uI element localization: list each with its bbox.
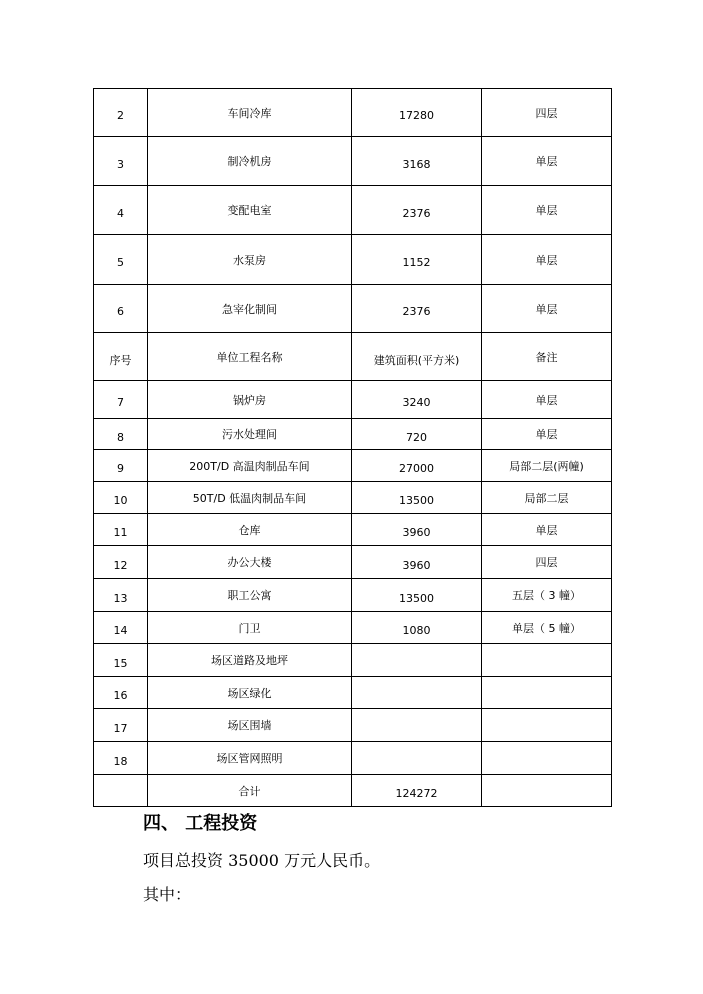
cell-name: 制冷机房 xyxy=(148,137,352,186)
cell-name: 200T/D 高温肉制品车间 xyxy=(148,450,352,482)
cell-name: 场区管网照明 xyxy=(148,742,352,775)
table-row xyxy=(94,235,612,285)
cell-note: 局部二层 xyxy=(482,482,612,514)
table-row xyxy=(94,419,612,450)
cell-name: 变配电室 xyxy=(148,186,352,235)
table-row xyxy=(94,285,612,333)
table-row xyxy=(94,612,612,644)
table-row xyxy=(94,333,612,381)
cell-name: 办公大楼 xyxy=(148,546,352,579)
cell-area: 3240 xyxy=(352,381,482,419)
cell-no: 15 xyxy=(94,644,148,677)
cell-note: 单层 xyxy=(482,137,612,186)
table-body xyxy=(94,89,612,807)
cell-note xyxy=(482,677,612,709)
among-text: 其中： xyxy=(143,885,192,904)
cell-note: 局部二层(两幢) xyxy=(482,450,612,482)
cell-no: 18 xyxy=(94,742,148,775)
cell-name: 场区绿化 xyxy=(148,677,352,709)
cell-area xyxy=(352,709,482,742)
cell-no: 14 xyxy=(94,612,148,644)
cell-no: 17 xyxy=(94,709,148,742)
section-heading: 四、 工程投资 xyxy=(143,813,258,834)
cell-no xyxy=(94,775,148,807)
cell-name: 单位工程名称 xyxy=(148,333,352,381)
cell-area: 建筑面积(平方米) xyxy=(352,333,482,381)
table-row xyxy=(94,450,612,482)
cell-no: 序号 xyxy=(94,333,148,381)
cell-name: 门卫 xyxy=(148,612,352,644)
cell-area: 124272 xyxy=(352,775,482,807)
cell-name: 急宰化制间 xyxy=(148,285,352,333)
cell-name: 车间冷库 xyxy=(148,89,352,137)
cell-name: 仓库 xyxy=(148,514,352,546)
cell-no: 7 xyxy=(94,381,148,419)
cell-note: 单层 xyxy=(482,235,612,285)
table-row xyxy=(94,186,612,235)
cell-no: 10 xyxy=(94,482,148,514)
cell-area: 13500 xyxy=(352,579,482,612)
cell-note: 五层（ 3 幢） xyxy=(482,579,612,612)
cell-note: 四层 xyxy=(482,546,612,579)
table-row xyxy=(94,546,612,579)
cell-name: 合计 xyxy=(148,775,352,807)
table-row xyxy=(94,579,612,612)
table-row xyxy=(94,709,612,742)
cell-no: 5 xyxy=(94,235,148,285)
cell-name: 场区围墙 xyxy=(148,709,352,742)
cell-no: 9 xyxy=(94,450,148,482)
cell-name: 50T/D 低温肉制品车间 xyxy=(148,482,352,514)
cell-note xyxy=(482,775,612,807)
cell-note xyxy=(482,709,612,742)
cell-area xyxy=(352,677,482,709)
cell-note: 单层 xyxy=(482,514,612,546)
cell-note: 四层 xyxy=(482,89,612,137)
table-row xyxy=(94,644,612,677)
cell-no: 3 xyxy=(94,137,148,186)
cell-area: 17280 xyxy=(352,89,482,137)
building-area-table xyxy=(93,88,612,807)
cell-area: 3960 xyxy=(352,546,482,579)
cell-name: 污水处理间 xyxy=(148,419,352,450)
table-row xyxy=(94,89,612,137)
cell-name: 职工公寓 xyxy=(148,579,352,612)
cell-area xyxy=(352,644,482,677)
cell-name: 水泵房 xyxy=(148,235,352,285)
cell-area: 2376 xyxy=(352,186,482,235)
table-row xyxy=(94,775,612,807)
cell-note xyxy=(482,742,612,775)
cell-area: 720 xyxy=(352,419,482,450)
cell-note: 备注 xyxy=(482,333,612,381)
table-row xyxy=(94,514,612,546)
table-row xyxy=(94,742,612,775)
cell-area: 3168 xyxy=(352,137,482,186)
cell-area: 1080 xyxy=(352,612,482,644)
cell-no: 2 xyxy=(94,89,148,137)
cell-no: 13 xyxy=(94,579,148,612)
cell-no: 11 xyxy=(94,514,148,546)
cell-area: 13500 xyxy=(352,482,482,514)
cell-no: 4 xyxy=(94,186,148,235)
cell-note: 单层 xyxy=(482,285,612,333)
cell-note: 单层 xyxy=(482,381,612,419)
table-row xyxy=(94,381,612,419)
cell-note: 单层 xyxy=(482,419,612,450)
investment-text: 项目总投资 35000 万元人民币。 xyxy=(143,851,381,870)
cell-no: 6 xyxy=(94,285,148,333)
cell-area xyxy=(352,742,482,775)
table-row xyxy=(94,677,612,709)
cell-name: 场区道路及地坪 xyxy=(148,644,352,677)
cell-no: 12 xyxy=(94,546,148,579)
cell-no: 16 xyxy=(94,677,148,709)
cell-no: 8 xyxy=(94,419,148,450)
cell-area: 3960 xyxy=(352,514,482,546)
table-row xyxy=(94,137,612,186)
cell-note: 单层 xyxy=(482,186,612,235)
cell-area: 27000 xyxy=(352,450,482,482)
cell-name: 锅炉房 xyxy=(148,381,352,419)
cell-note: 单层（ 5 幢） xyxy=(482,612,612,644)
table-row xyxy=(94,482,612,514)
cell-area: 2376 xyxy=(352,285,482,333)
cell-note xyxy=(482,644,612,677)
cell-area: 1152 xyxy=(352,235,482,285)
